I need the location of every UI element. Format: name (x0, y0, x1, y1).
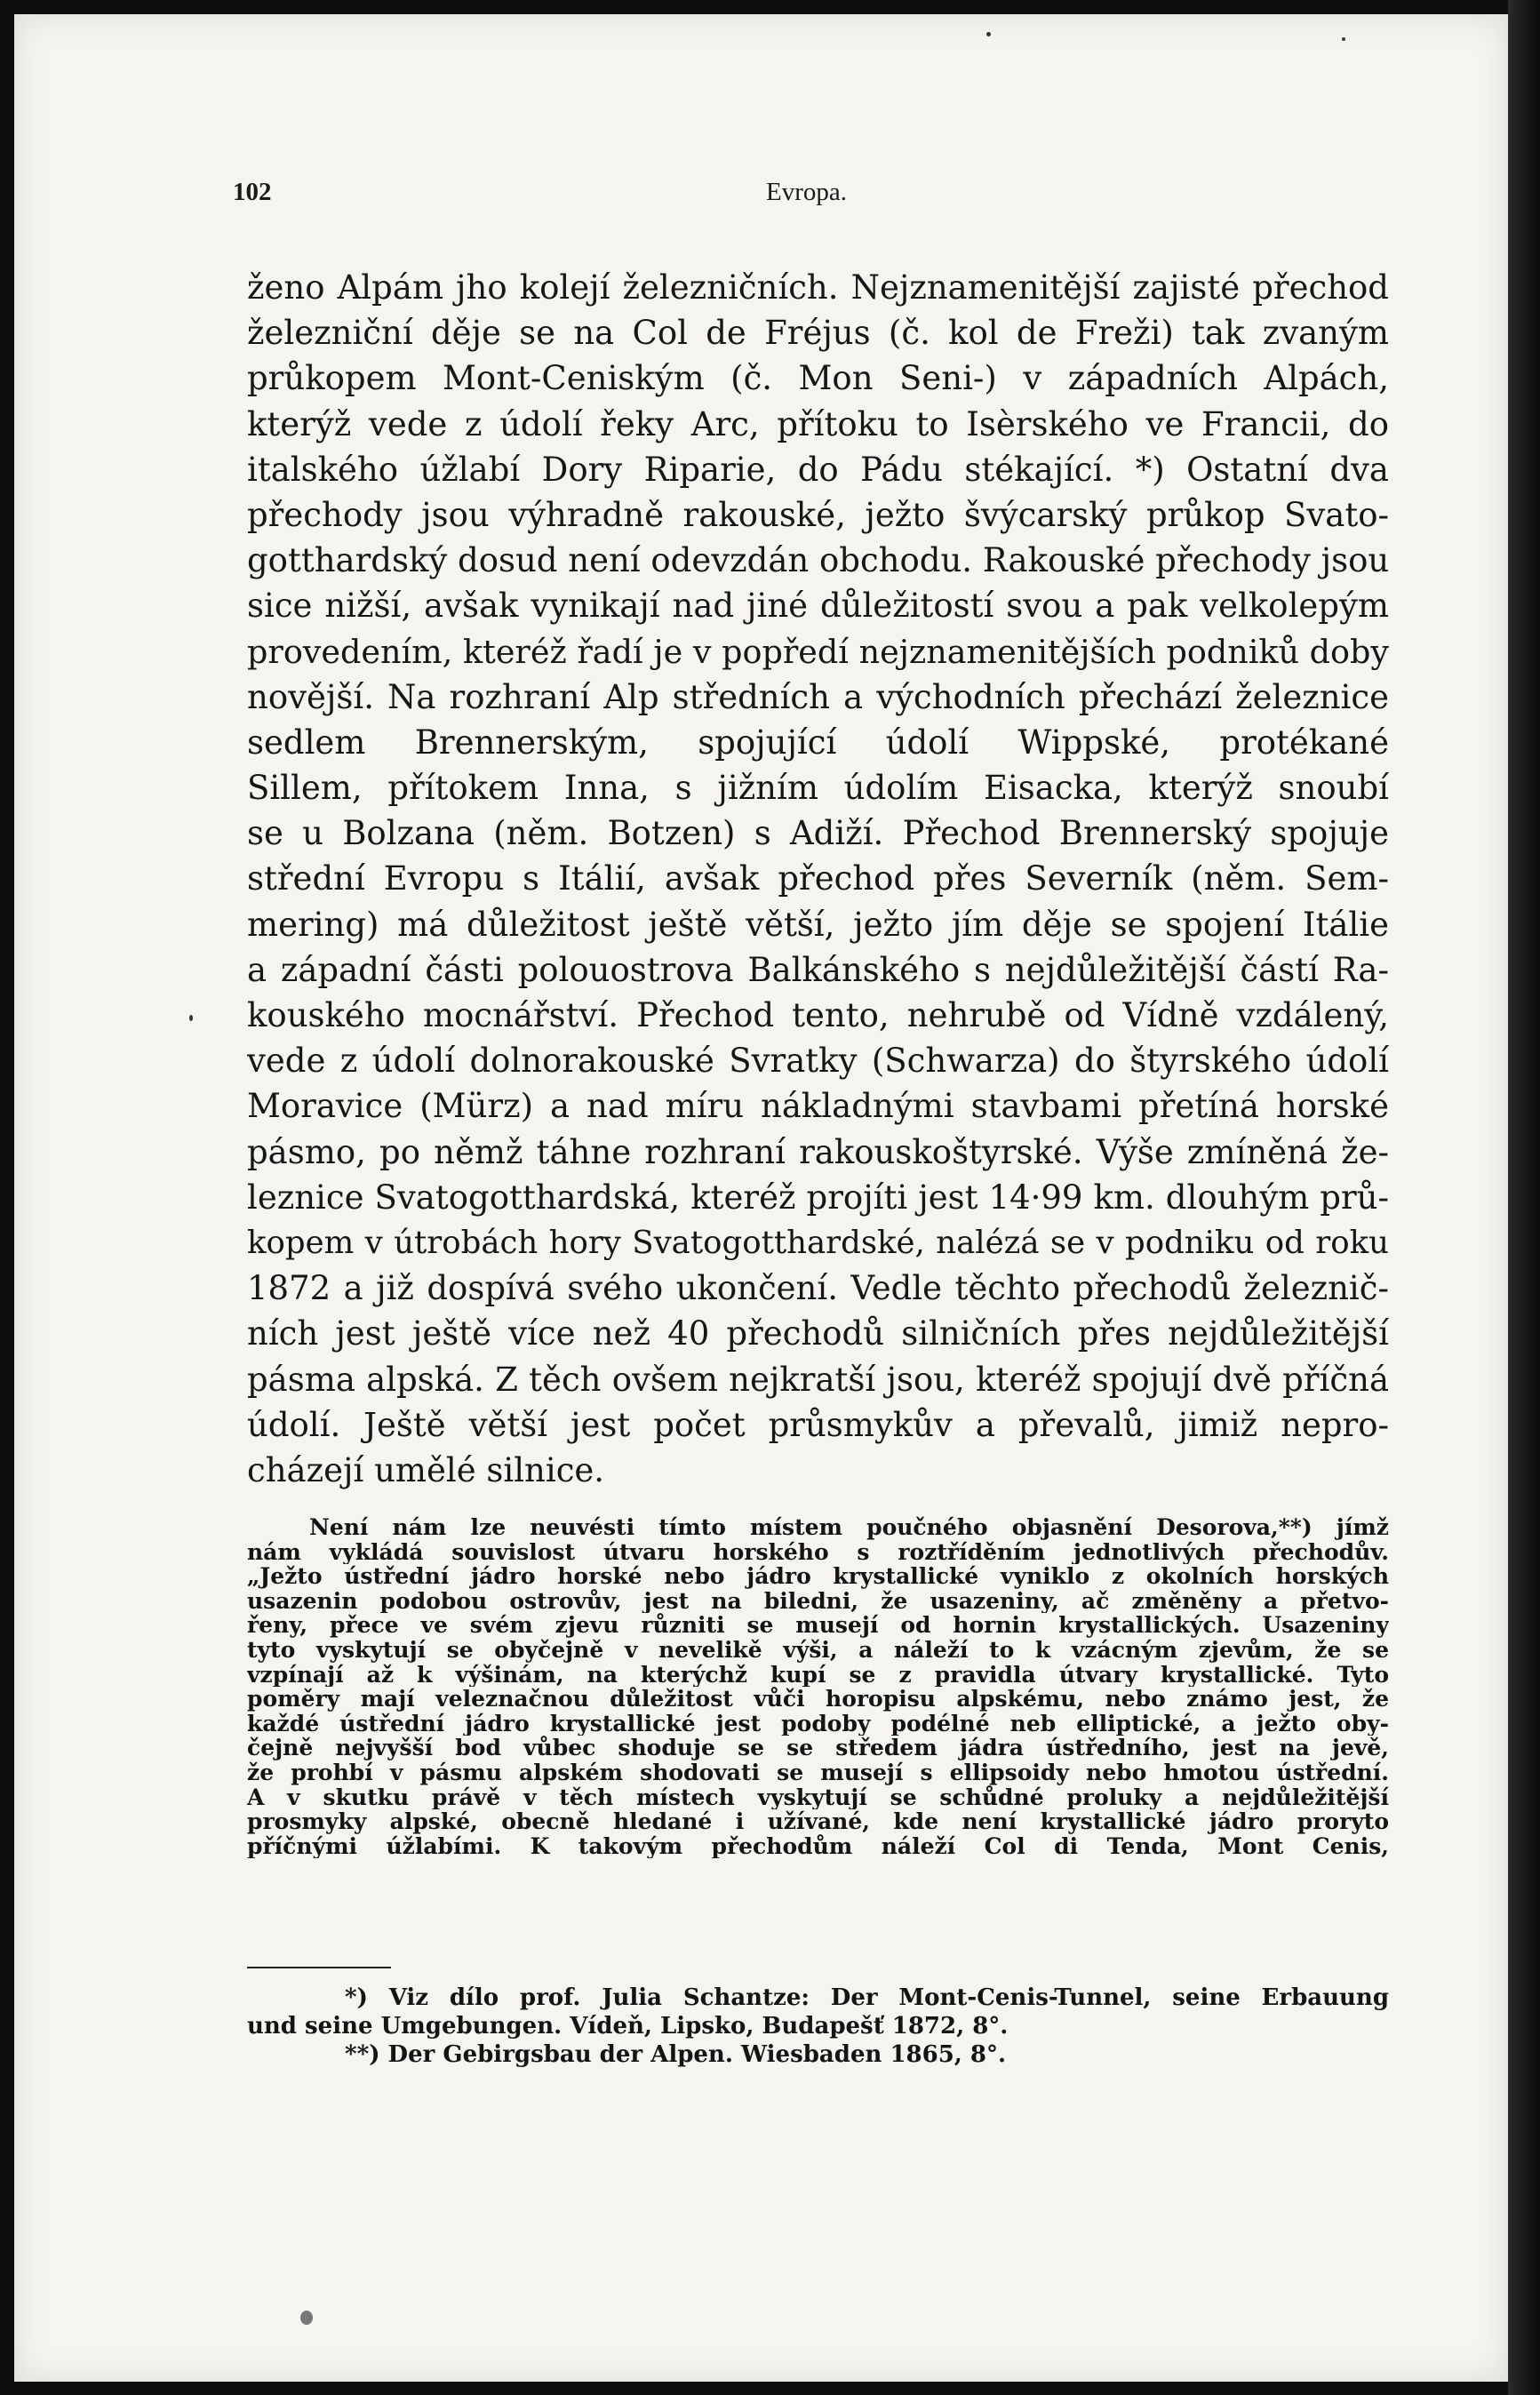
note-line: A v skutku právě v těch místech vyskytují se schůdné proluky a nejdůležitější (247, 1784, 1389, 1810)
running-title: Evropa. (766, 178, 847, 206)
text-line: železniční děje se na Col de Fréjus (č. kol de Freži) tak zvaným (247, 314, 1389, 353)
text-line: se u Bolzana (něm. Botzen) s Adiží. Přechod Brennerský spojuje (247, 814, 1389, 853)
text-line: mering) má důležitost ještě větší, ježto jím děje se spojení Itálie (247, 905, 1389, 944)
text-line: kterýž vede z údolí řeky Arc, přítoku to Isèrského ve Francii, do (247, 404, 1389, 443)
text-line: novější. Na rozhraní Alp středních a východních přechází železnice (247, 677, 1389, 716)
note-line: čejně nejvyšší bod vůbec shoduje se se středem jádra ústředního, jest na jevě, (247, 1736, 1389, 1760)
text-line: gotthardský dosud není odevzdán obchodu. Rakouské přechody jsou (247, 541, 1389, 580)
text-line: pásma alpská. Z těch ovšem nejkratší jsou, kteréž spojují dvě příčná (247, 1360, 1389, 1399)
page-number: 102 (233, 178, 272, 206)
text-line: leznice Svatogotthardská, kteréž projíti jest 14·99 km. dlouhým prů- (247, 1178, 1389, 1217)
text-line: provedením, kteréž řadí je v popředí nejznamenitějších podniků doby (247, 632, 1389, 671)
text-line: 1872 a již dospívá svého ukončení. Vedle těchto přechodů železnič- (247, 1269, 1389, 1308)
small-print-note (247, 1515, 1389, 1858)
note-line: každé ústřední jádro krystallické jest podoby podélné neb elliptické, a ježto oby- (247, 1711, 1389, 1736)
book-spine-edge (1508, 0, 1540, 2395)
text-line: Sillem, přítokem Inna, s jižním údolím Eisacka, kterýž snoubí (247, 769, 1389, 808)
text-line: průkopem Mont-Ceniským (č. Mon Seni-) v západních Alpách, (247, 359, 1389, 398)
text-line: sedlem Brennerským, spojující údolí Wippské, protékané (247, 722, 1389, 762)
note-line: tyto vyskytují se obyčejně v nevelikě výši, a náleží to k vzácným zjevům, že se (247, 1637, 1389, 1663)
text-line: kouského mocnářství. Přechod tento, nehrubě od Vídně vzdálený, (247, 996, 1389, 1034)
text-line: cházejí umělé silnice. (247, 1450, 605, 1489)
footnote-line: **) Der Gebirgsbau der Alpen. Wiesbaden 1865, 8°. (345, 2041, 1007, 2068)
footnotes (247, 1984, 1389, 2069)
note-line: Není nám lze neuvésti tímto místem poučného objasnění Desorova,**) jímž (309, 1515, 1389, 1540)
text-line: italského úžlabí Dory Riparie, do Pádu stékající. *) Ostatní dva (247, 450, 1389, 489)
note-line: poměry mají veleznačnou důležitost vůči horopisu alpskému, nebo známo jest, že (247, 1687, 1389, 1712)
note-line: že prohbí v pásmu alpském shodovati se musejí s ellipsoidy nebo hmotou ústřední. (247, 1760, 1389, 1785)
text-line: kopem v útrobách hory Svatogotthardské, nalézá se v podniku od roku (247, 1224, 1389, 1261)
note-line: prosmyky alpské, obecně hledané i užívané, kde není krystallické jádro proryto (247, 1809, 1389, 1834)
paper-speck (189, 1015, 193, 1021)
note-line: vzpínají až k výšinám, na kterýchž kupí se z pravidla útvary krystallické. Tyto (247, 1662, 1389, 1688)
paper-speck (986, 32, 991, 36)
text-line: údolí. Ještě větší jest počet průsmykův a převalů, jimiž nepro- (247, 1405, 1389, 1444)
main-text (247, 265, 1389, 1493)
text-line: přechody jsou výhradně rakouské, ježto švýcarský průkop Svato- (247, 495, 1389, 534)
page-header (233, 178, 1388, 213)
footnote-line: *) Viz dílo prof. Julia Schantze: Der Mont-Cenis-Tunnel, seine Erbauung (345, 1984, 1389, 2011)
text-line: sice nižší, avšak vynikají nad jiné důležitostí svou a pak velkolepým (247, 587, 1389, 626)
footnote-line: und seine Umgebungen. Vídeň, Lipsko, Budapešť 1872, 8°. (247, 2013, 1009, 2040)
text-line: ženo Alpám jho kolejí železničních. Nejznamenitější zajisté přechod (247, 268, 1389, 307)
text-line: vede z údolí dolnorakouské Svratky (Schwarza) do štyrského údolí (247, 1042, 1389, 1081)
note-line: usazenin podobou ostrovův, jest na biledni, že usazeniny, ač změněny a přetvo- (247, 1588, 1389, 1614)
note-line: nám vykládá souvislost útvaru horského s roztříděním jednotlivých přechodův. (247, 1539, 1389, 1565)
footnote-separator (247, 1967, 391, 1968)
text-line: ních jest ještě více než 40 přechodů silničních přes nejdůležitější (247, 1314, 1389, 1353)
paper-speck (300, 2311, 313, 2325)
paper-speck (1342, 37, 1345, 41)
text-line: střední Evropu s Itálií, avšak přechod přes Severník (něm. Sem- (247, 859, 1389, 898)
note-line: příčnými úžlabími. K takovým přechodům náleží Col di Tenda, Mont Cenis, (247, 1833, 1389, 1859)
text-line: Moravice (Mürz) a nad míru nákladnými stavbami přetíná horské (247, 1087, 1389, 1126)
text-line: pásmo, po němž táhne rozhraní rakouskoštyrské. Výše zmíněná že- (247, 1132, 1389, 1171)
note-line: řeny, přece ve svém zjevu různiti se musejí od hornin krystallických. Usazeniny (247, 1613, 1389, 1638)
note-line: „Ježto ústřední jádro horské nebo jádro krystallické vyniklo z okolních horských (247, 1564, 1389, 1589)
text-line: a západní části polouostrova Balkánského s nejdůležitější částí Ra- (247, 950, 1389, 989)
